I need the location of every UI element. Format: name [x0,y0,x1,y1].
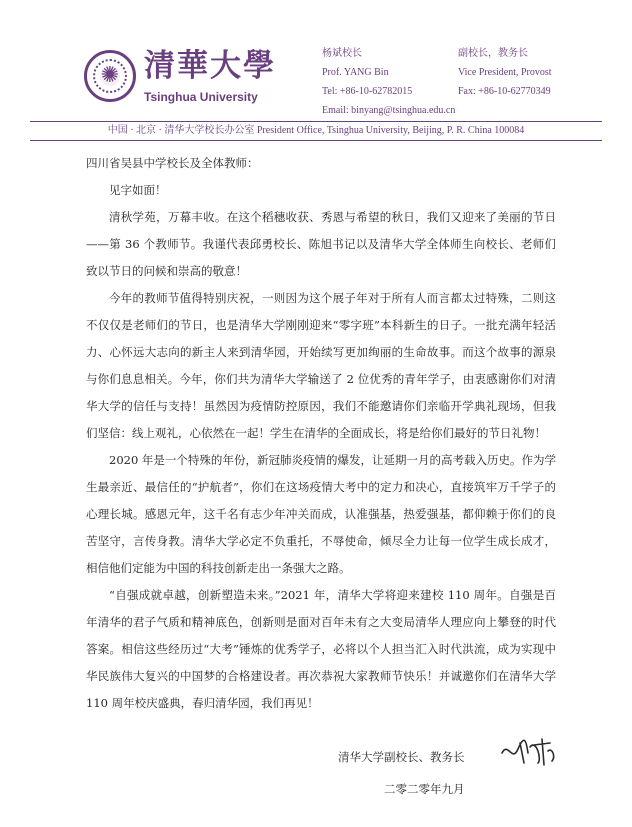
salutation: 见字如面！ [109,183,167,197]
university-seal-icon [84,50,136,102]
office-address: 中国 · 北京 · 清华大学校长办公室 President Office, Tsinghua University, Beijing, P. R. China 100084 [107,125,525,136]
contact-position-cn: 副校长，教务长 [458,48,528,59]
letterhead-divider-bottom [30,140,602,141]
university-logo-chinese: 清華大學 [144,48,276,84]
recipient-line: 四川省吴县中学校长及全体教师： [86,156,259,170]
paragraph-1: 清秋学苑，万幕丰收。在这个稻穗收获、秀恩与希望的秋日，我们又迎来了美丽的节日——第 36 个教师节。我谨代表邱勇校长、陈旭书记以及清华大学全体师生向校长、老师们致以节日的问候和崇高的敬意！ [86,210,556,278]
left-contact-block [322,44,472,120]
university-name-english: Tsinghua University [144,90,258,104]
signer-title: 清华大学副校长、教务长 [338,750,465,764]
contact-title-cn: 杨斌校长 [322,48,362,59]
paragraph-4: “自强成就卓越，创新塑造未来。”2021 年，清华大学将迎来建校 110 周年。自强是百年清华的君子气质和精神底色，创新则是面对百年未有之大变局清华人理应向上攀登的时代答案。相信这些经历过“大考”锤炼的优秀学子，必将以个人担当汇入时代洪流，成为实现中华民族伟大复兴的中国梦的合格建设者。再次恭祝大家教师节快乐！并诚邀你们在清华大学 110 周年校庆盛典，春归清华园，我们再见！ [86,588,556,710]
paragraph-3: 2020 年是一个特殊的年份，新冠肺炎疫情的爆发，让延期一月的高考载入历史。作为学生最亲近、最信任的“护航者”，你们在这场疫情大考中的定力和决心，直接筑牢万千学子的心理长城。感恩元年，这千名有志少年冲关而成，认准强基，热爱强基，都仰赖于你们的良苦坚守，言传身教。清华大学必定不负重托，不辱使命，倾尽全力让每一位学生成长成才，相信他们定能为中国的科技创新走出一条强大之路。 [86,453,556,575]
paragraph-2: 今年的教师节值得特别庆祝，一则因为这个展子年对于所有人而言都太过特殊，二则这不仅仅是老师们的节日，也是清华大学刚刚迎来“零字班”本科新生的日子。一批充满年轻活力、心怀远大志向的新主人来到清华园，开始续写更加绚丽的生命故事。而这个故事的源泉与你们息息相关。今年，你们共为清华大学输送了 2 位优秀的青年学子，由衷感谢你们对清华大学的信任与支持！虽然因为疫情防控原因，我们不能邀请你们亲临开学典礼现场，但我们坚信：线上观礼，心依然在一起！学生在清华的全面成长，将是给你们最好的节日礼物！ [86,291,556,440]
handwritten-signature [498,733,558,769]
contact-position-en: Vice President, Provost [458,67,552,78]
contact-email: Email: binyang@tsinghua.edu.cn [322,105,456,116]
contact-fax: Fax: +86-10-62770349 [458,86,551,97]
contact-tel: Tel: +86-10-62782015 [322,86,413,97]
letter-body [86,150,556,717]
letterhead-divider-top [30,121,602,122]
letter-date: 二零二零年九月 [384,782,465,796]
letterhead [0,0,632,136]
contact-name-en: Prof. YANG Bin [322,67,389,78]
right-contact-block [458,44,628,101]
